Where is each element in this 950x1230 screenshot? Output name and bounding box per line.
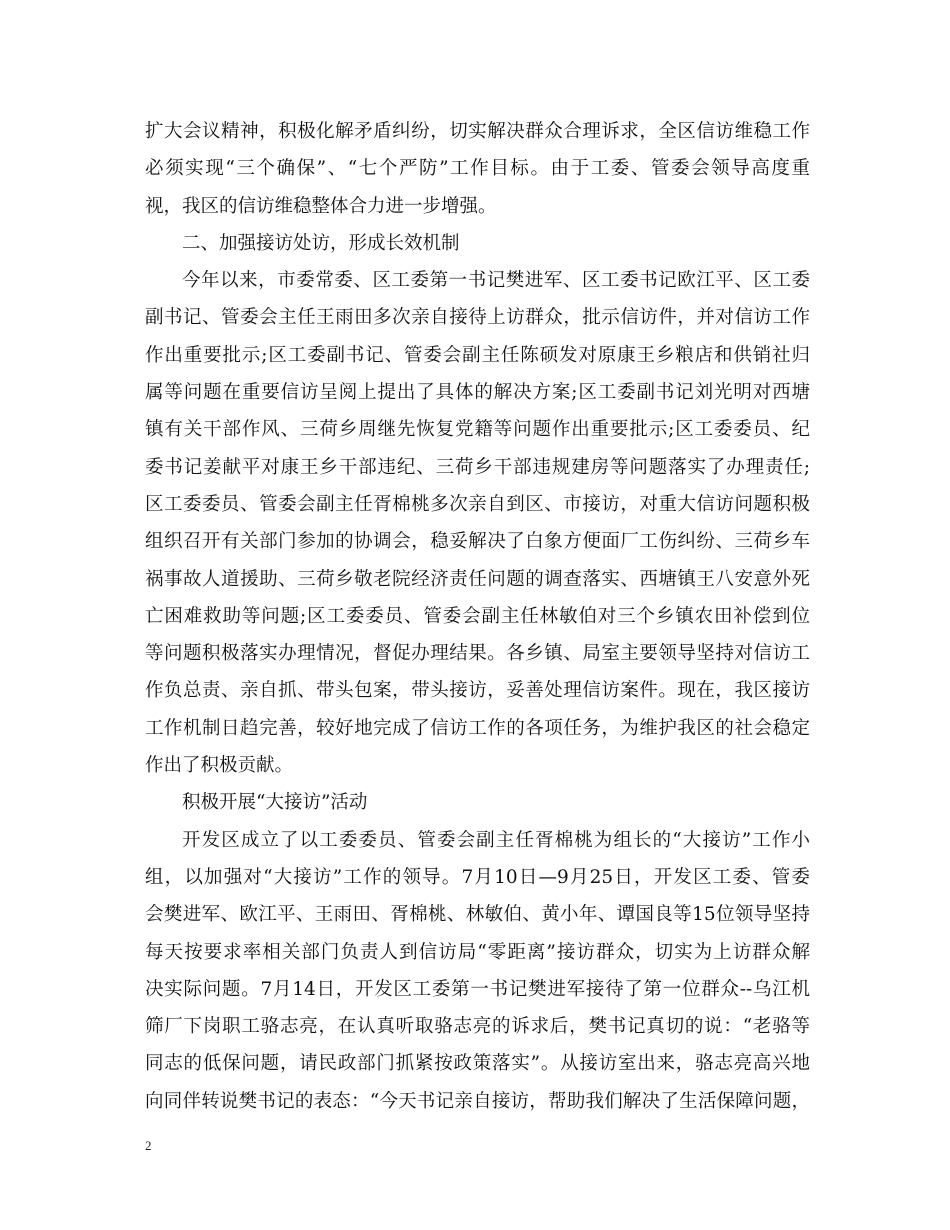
paragraph-line: 必须实现“三个确保”、“七个严防”工作目标。由于工委、管委会领导高度重 — [145, 158, 810, 180]
paragraph-line: 开发区成立了以工委委员、管委会副主任胥棉桃为组长的“大接访”工作小 — [182, 829, 810, 851]
paragraph-line: 委书记姜献平对康王乡干部违纪、三荷乡干部违规建房等问题落实了办理责任; — [145, 456, 810, 478]
paragraph-line: 等问题积极落实办理情况，督促办理结果。各乡镇、局室主要领导坚持对信访工 — [145, 643, 810, 665]
section-heading: 二、加强接访处访，形成长效机制 — [182, 232, 460, 254]
paragraph-line: 每天按要求率相关部门负责人到信访局“零距离”接访群众，切实为上访群众解 — [145, 941, 810, 963]
paragraph-line: 视，我区的信访维稳整体合力进一步增强。 — [145, 195, 497, 217]
paragraph-line: 向同伴转说樊书记的表态：“今天书记亲自接访，帮助我们解决了生活保障问题， — [145, 1090, 810, 1112]
section-heading: 积极开展“大接访”活动 — [182, 792, 368, 814]
paragraph-line: 筛厂下岗职工骆志亮，在认真听取骆志亮的诉求后，樊书记真切的说：“老骆等 — [145, 1016, 810, 1038]
paragraph-line: 副书记、管委会主任王雨田多次亲自接待上访群众，批示信访件，并对信访工作 — [145, 307, 810, 329]
paragraph-line: 组，以加强对“大接访”工作的领导。7月10日—9月25日，开发区工委、管委 — [145, 866, 810, 888]
paragraph-line: 作出重要批示;区工委副书记、管委会副主任陈硕发对原康王乡粮店和供销社归 — [145, 344, 810, 366]
paragraph-line: 镇有关干部作风、三荷乡周继先恢复党籍等问题作出重要批示;区工委委员、纪 — [145, 419, 810, 441]
paragraph-line: 会樊进军、欧江平、王雨田、胥棉桃、林敏伯、黄小年、谭国良等15位领导坚持 — [145, 904, 810, 926]
paragraph-line: 扩大会议精神，积极化解矛盾纠纷，切实解决群众合理诉求，全区信访维稳工作 — [145, 121, 810, 142]
paragraph-line: 同志的低保问题，请民政部门抓紧按政策落实”。从接访室出来，骆志亮高兴地 — [145, 1053, 810, 1075]
paragraph-line: 组织召开有关部门参加的协调会，稳妥解决了白象方便面厂工伤纠纷、三荷乡车 — [145, 531, 810, 553]
paragraph-line: 亡困难救助等问题;区工委委员、管委会副主任林敏伯对三个乡镇农田补偿到位 — [145, 605, 810, 627]
paragraph-line: 工作机制日趋完善，较好地完成了信访工作的各项任务，为维护我区的社会稳定 — [145, 717, 810, 739]
paragraph-line: 今年以来，市委常委、区工委第一书记樊进军、区工委书记欧江平、区工委 — [182, 270, 810, 292]
paragraph-line: 作负总责、亲自抓、带头包案，带头接访，妥善处理信访案件。现在，我区接访 — [145, 680, 810, 702]
paragraph-line: 区工委委员、管委会副主任胥棉桃多次亲自到区、市接访，对重大信访问题积极 — [145, 493, 810, 515]
page-number: 2 — [145, 1138, 152, 1153]
paragraph-line: 作出了积极贡献。 — [145, 755, 294, 777]
document-body — [145, 113, 810, 1120]
paragraph-line: 祸事故人道援助、三荷乡敬老院经济责任问题的调查落实、西塘镇王八安意外死 — [145, 568, 810, 590]
paragraph-line: 属等问题在重要信访呈阅上提出了具体的解决方案;区工委副书记刘光明对西塘 — [145, 382, 810, 404]
paragraph-line: 决实际问题。7月14日，开发区工委第一书记樊进军接待了第一位群众--乌江机 — [145, 978, 810, 1000]
